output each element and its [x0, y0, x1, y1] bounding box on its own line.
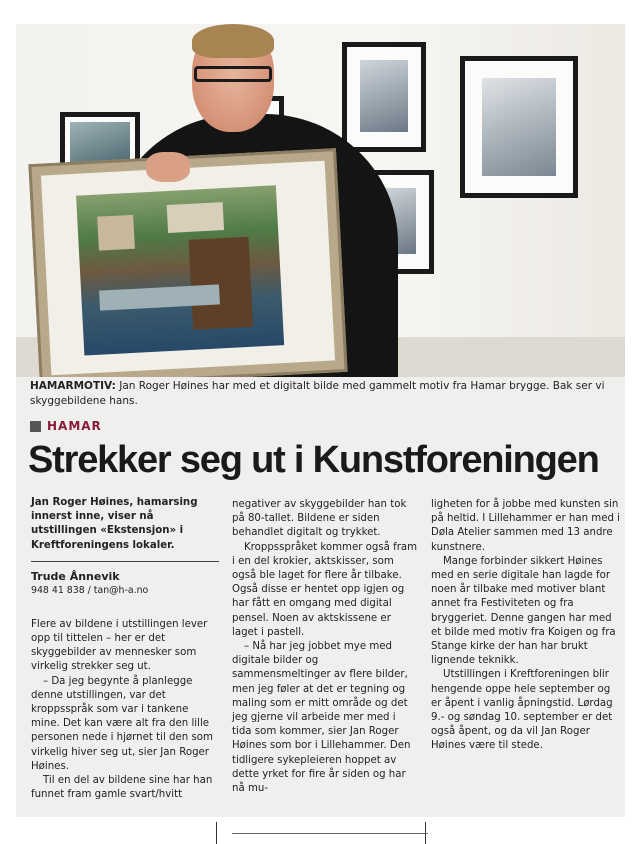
byline-contact: 948 41 838 / tan@h-a.no — [31, 584, 149, 596]
hand — [146, 152, 190, 182]
column-1 — [31, 496, 219, 802]
column-2 — [232, 498, 418, 796]
glasses — [194, 66, 272, 82]
body-paragraph: Kroppsspråket kommer også fram i en del krokier, aktskisser, som også ble laget for flere år tilbake. Også disse er hentet opp igjen og har fått en omgang med digital pensel. Noen av aktskissene er laget i pastell. — [232, 541, 418, 638]
person-hair — [192, 24, 274, 58]
body-paragraph: Flere av bildene i utstillingen lever opp til tittelen – her er det skyggebilder av mennesker som virkelig strekker seg ut. — [31, 618, 208, 673]
body-paragraph: Til en del av bildene sine har han funnet fram gamle svart/hvitt — [31, 775, 213, 801]
body-paragraph: Mange forbinder sikkert Høines med en serie digitale han lagde for noen år tilbake med motiver blant annet fra Festiviteten og fra bryggeriet. Denne gangen har med et bilde med motiv fra Koigen og fra Stange kirke der han har brukt lignende teknikk. — [431, 555, 616, 667]
body-paragraph: – Da jeg begynte å planlegge denne utstillingen, var det kroppsspråk som var i tankene mine. Det kan være alt fra den lille personen nede i hjørnet til den som virkelig hiver seg ut, sier Jan Roger Høines. — [31, 675, 213, 772]
kicker-label: HAMAR — [47, 419, 102, 433]
lead-paragraph: Jan Roger Høines, hamarsing innerst inne, viser nå utstillingen «Ekstensjon» i Kreftforeningens lokaler. — [31, 497, 198, 551]
byline-rule — [31, 561, 219, 562]
body-paragraph: – Nå har jeg jobbet mye med digitale bilder og sammensmeltinger av flere bilder, men jeg føler at det er tegning og maling som er mitt område og det jeg gjerne vil arbeide mer med i tida som kommer, sier Jan Roger Høines som bor i Lillehammer. Den tidligere sykepleieren hoppet av dette yrket for fire år siden og har nå mu- — [232, 641, 411, 795]
held-artwork-frame — [28, 148, 347, 377]
column-3 — [431, 498, 621, 754]
held-artwork-painting — [76, 185, 284, 355]
body-paragraph: negativer av skyggebilder han tok på 80-tallet. Bildene er siden behandlet digitalt og trykket. — [232, 499, 407, 539]
caption-lead: HAMARMOTIV: — [30, 380, 116, 392]
wall-frame-shadow-2 — [460, 56, 578, 198]
kicker-square-icon — [30, 421, 41, 432]
headline: Strekker seg ut i Kunstforeningen — [28, 439, 599, 481]
section-kicker — [30, 418, 102, 434]
photo-caption — [30, 379, 620, 409]
byline-author: Trude Ånnevik — [31, 569, 120, 583]
body-paragraph: ligheten for å jobbe med kunsten sin på heltid. I Lillehammer er han med i Døla Atelier sammen med 13 andre kunstnere. — [431, 499, 621, 553]
body-paragraph: Utstillingen i Kreftforeningen blir hengende oppe hele september og er åpent i vanlig åpningstid. Lørdag 9.- og søndag 10. september er det også åpent, og da vil Jan Roger Høines være til stede. — [431, 669, 613, 752]
article-photo — [16, 24, 625, 377]
wall-frame-shadow-1 — [342, 42, 426, 152]
caption-text: Jan Roger Høines har med et digitalt bilde med gammelt motiv fra Hamar brygge. Bak ser vi skyggebildene hans. — [30, 380, 605, 407]
bottom-rule — [232, 833, 428, 834]
